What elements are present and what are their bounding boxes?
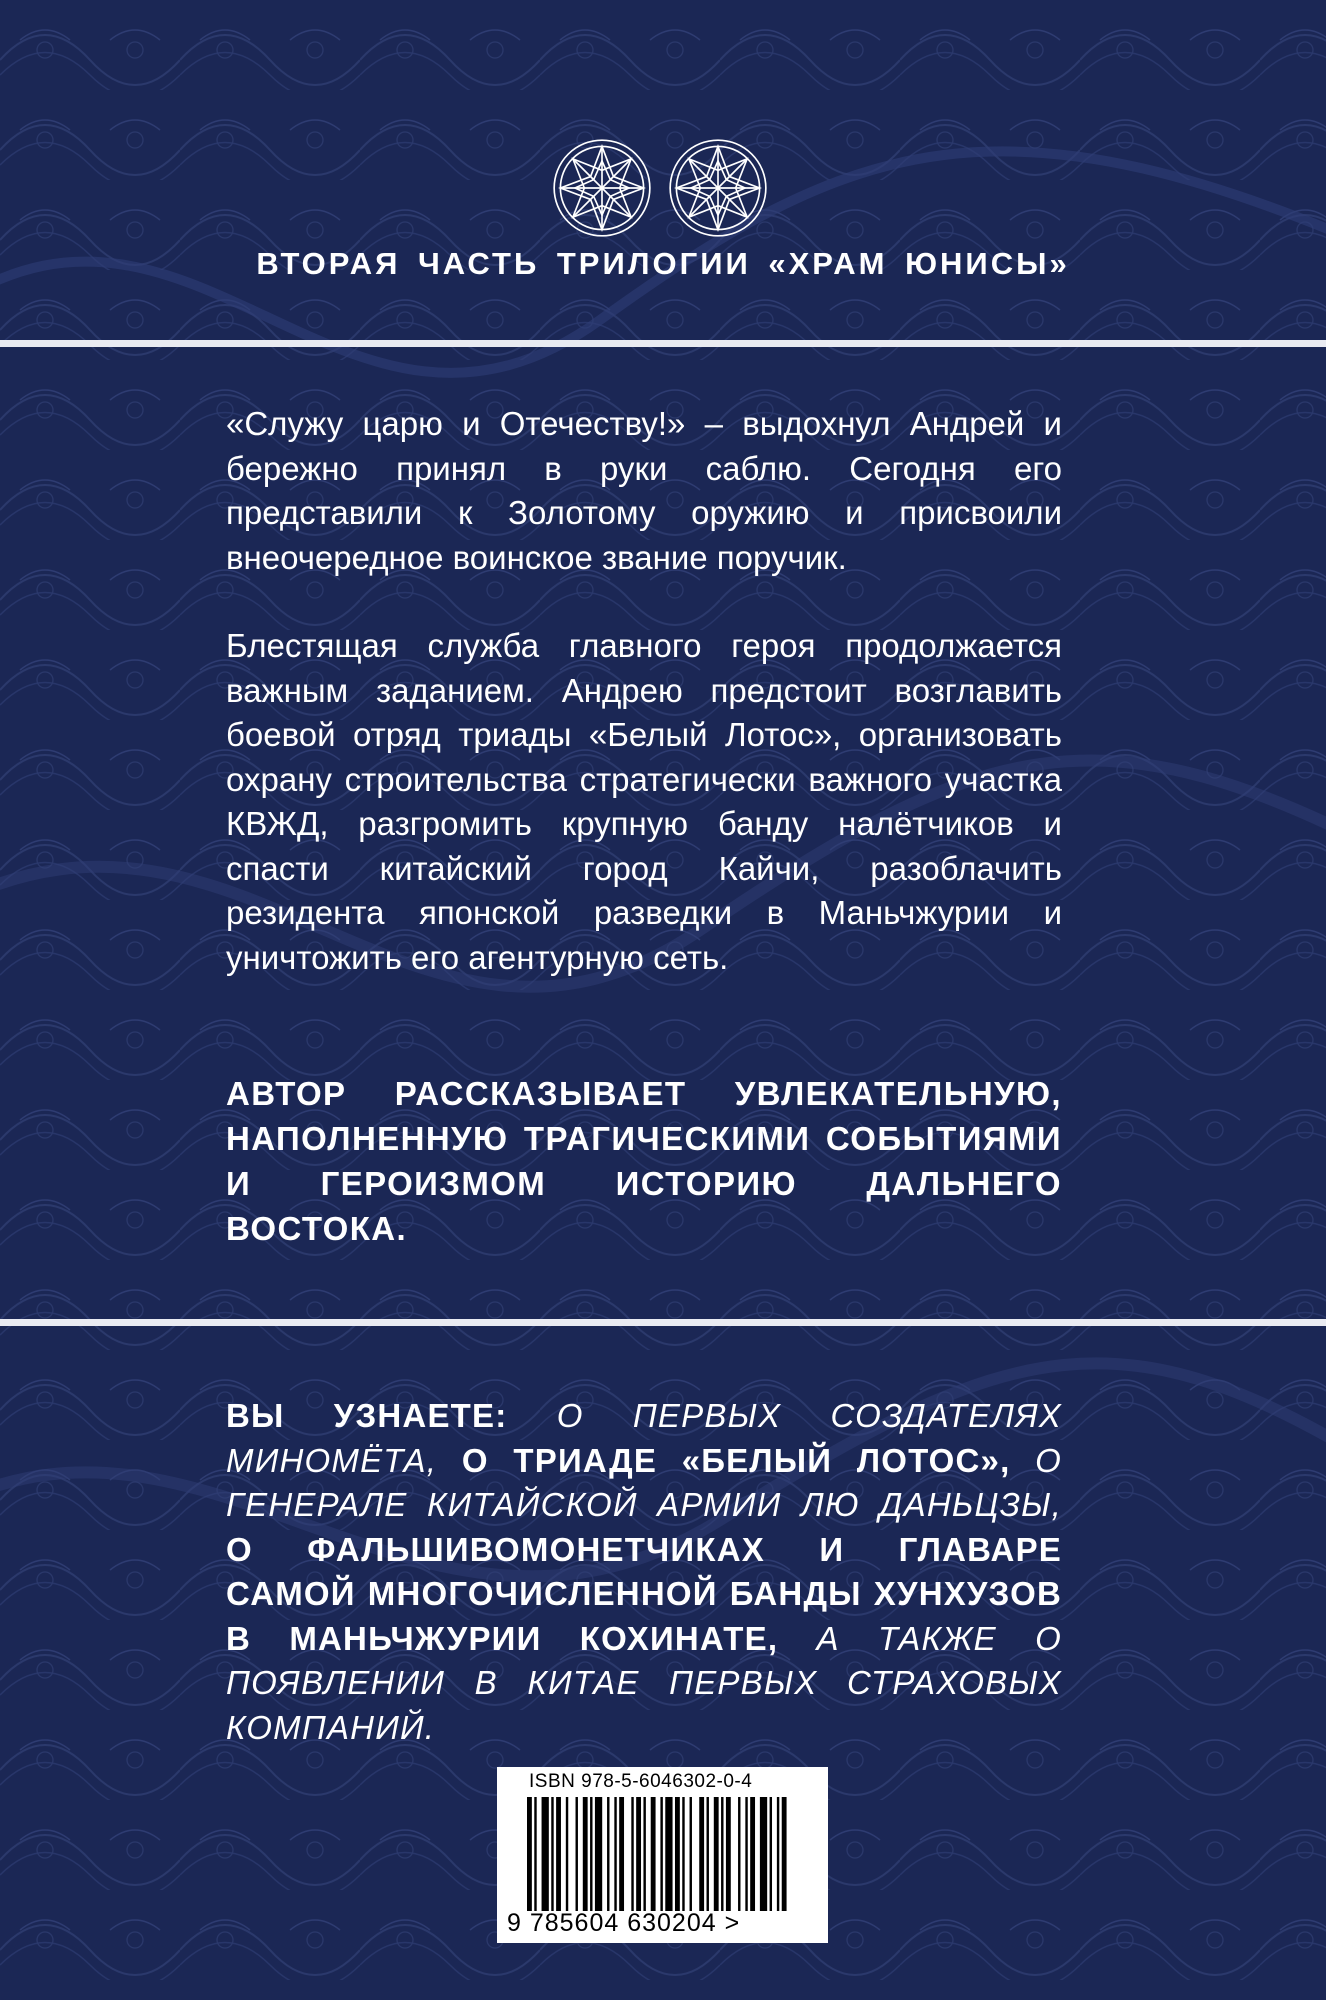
barcode-bar (556, 1797, 561, 1911)
barcode-bar (690, 1797, 692, 1911)
barcode-bar (607, 1797, 609, 1911)
barcode-bar (590, 1797, 592, 1911)
snowflake-star-emblem-icon (550, 136, 654, 240)
annotation-paragraph: Блестящая служба главного героя продолжается важным заданием. Андрею предстоит возглавить боевой отряд триады «Белый Лотос», организовать охрану строительства стратегически важного участка КВЖД, разгромить крупную банду налётчиков и спасти китайский город Кайчи, разоблачить резидента японской разведки в Маньчжурии и уничтожить его агентурную сеть. (226, 627, 1062, 976)
barcode-bar (682, 1797, 684, 1911)
learn-block (226, 1394, 1062, 1750)
barcode-digits: 9 785604 630204 > (507, 1909, 741, 1937)
series-title: ВТОРАЯ ЧАСТЬ ТРИЛОГИИ «ХРАМ ЮНИСЫ» (256, 246, 1070, 281)
learn-block-item: А ТАКЖЕ О ПОЯВЛЕНИИ В КИТАЕ ПЕРВЫХ СТРАХОВЫХ КОМПАНИЙ. (226, 1619, 1062, 1746)
barcode-bar (631, 1797, 633, 1911)
isbn-barcode (497, 1767, 828, 1943)
top-divider-line (0, 340, 1326, 347)
barcode-bar (699, 1797, 704, 1911)
learn-block-item: О ПЕРВЫХ СОЗДАТЕЛЯХ МИНОМЁТА, (226, 1397, 1063, 1479)
barcode-bar (614, 1797, 616, 1911)
barcode-bar (665, 1797, 672, 1911)
barcode-bars (527, 1797, 789, 1911)
barcode-bar (643, 1797, 645, 1911)
learn-block-item: О ФАЛЬШИВОМОНЕТЧИКАХ И ГЛАВАРЕ САМОЙ МНОГОЧИСЛЕННОЙ БАНДЫ ХУНХУЗОВ В МАНЬЧЖУРИИ КОХИНАТЕ, (226, 1530, 1062, 1657)
barcode-bar (542, 1797, 549, 1911)
emblem-group (550, 136, 776, 241)
barcode-bar (527, 1797, 532, 1911)
snowflake-star-emblem-icon (666, 136, 770, 240)
barcode-bar (782, 1797, 787, 1911)
isbn-label: ISBN 978-5-6046302-0-4 (529, 1771, 753, 1792)
barcode-bar (619, 1797, 624, 1911)
barcode-bar (566, 1797, 568, 1911)
barcode-bar (707, 1797, 709, 1911)
bottom-divider-line (0, 1319, 1326, 1326)
barcode-bar (760, 1797, 767, 1911)
annotation-paragraph: «Служу царю и Отечеству!» – выдохнул Андрей и бережно принял в руки саблю. Сегодня его представили к Золотому оружию и присвоили внеочередное воинское звание поручик. (226, 405, 1062, 576)
barcode-bar (636, 1797, 641, 1911)
learn-block-item: О ТРИАДЕ «БЕЛЫЙ ЛОТОС», (461, 1441, 1011, 1479)
barcode-bar (738, 1797, 740, 1911)
annotation-highlight-paragraph: АВТОР РАССКАЗЫВАЕТ УВЛЕКАТЕЛЬНУЮ, НАПОЛНЕННУЮ ТРАГИЧЕСКИМИ СОБЫТИЯМИ И ГЕРОИЗМОМ ИСТОРИЮ ДАЛЬНЕГО ВОСТОКА. (226, 1075, 1062, 1247)
barcode-bar (595, 1797, 602, 1911)
barcode-bar (777, 1797, 779, 1911)
barcode-bar (534, 1797, 536, 1911)
barcode-bar (583, 1797, 588, 1911)
learn-block-lead: ВЫ УЗНАЕТЕ: (226, 1397, 508, 1434)
learn-block-item: О ГЕНЕРАЛЕ КИТАЙСКОЙ АРМИИ ЛЮ ДАНЬЦЗЫ, (226, 1441, 1062, 1523)
barcode-bar (551, 1797, 553, 1911)
barcode-bar (651, 1797, 656, 1911)
barcode-bar (721, 1797, 723, 1911)
barcode-bar (576, 1797, 578, 1911)
barcode-bar (675, 1797, 680, 1911)
barcode-bar (726, 1797, 731, 1911)
barcode-bar (660, 1797, 662, 1911)
barcode-bar (714, 1797, 719, 1911)
barcode-bar (750, 1797, 755, 1911)
barcode-bar (770, 1797, 772, 1911)
barcode-bar (745, 1797, 747, 1911)
